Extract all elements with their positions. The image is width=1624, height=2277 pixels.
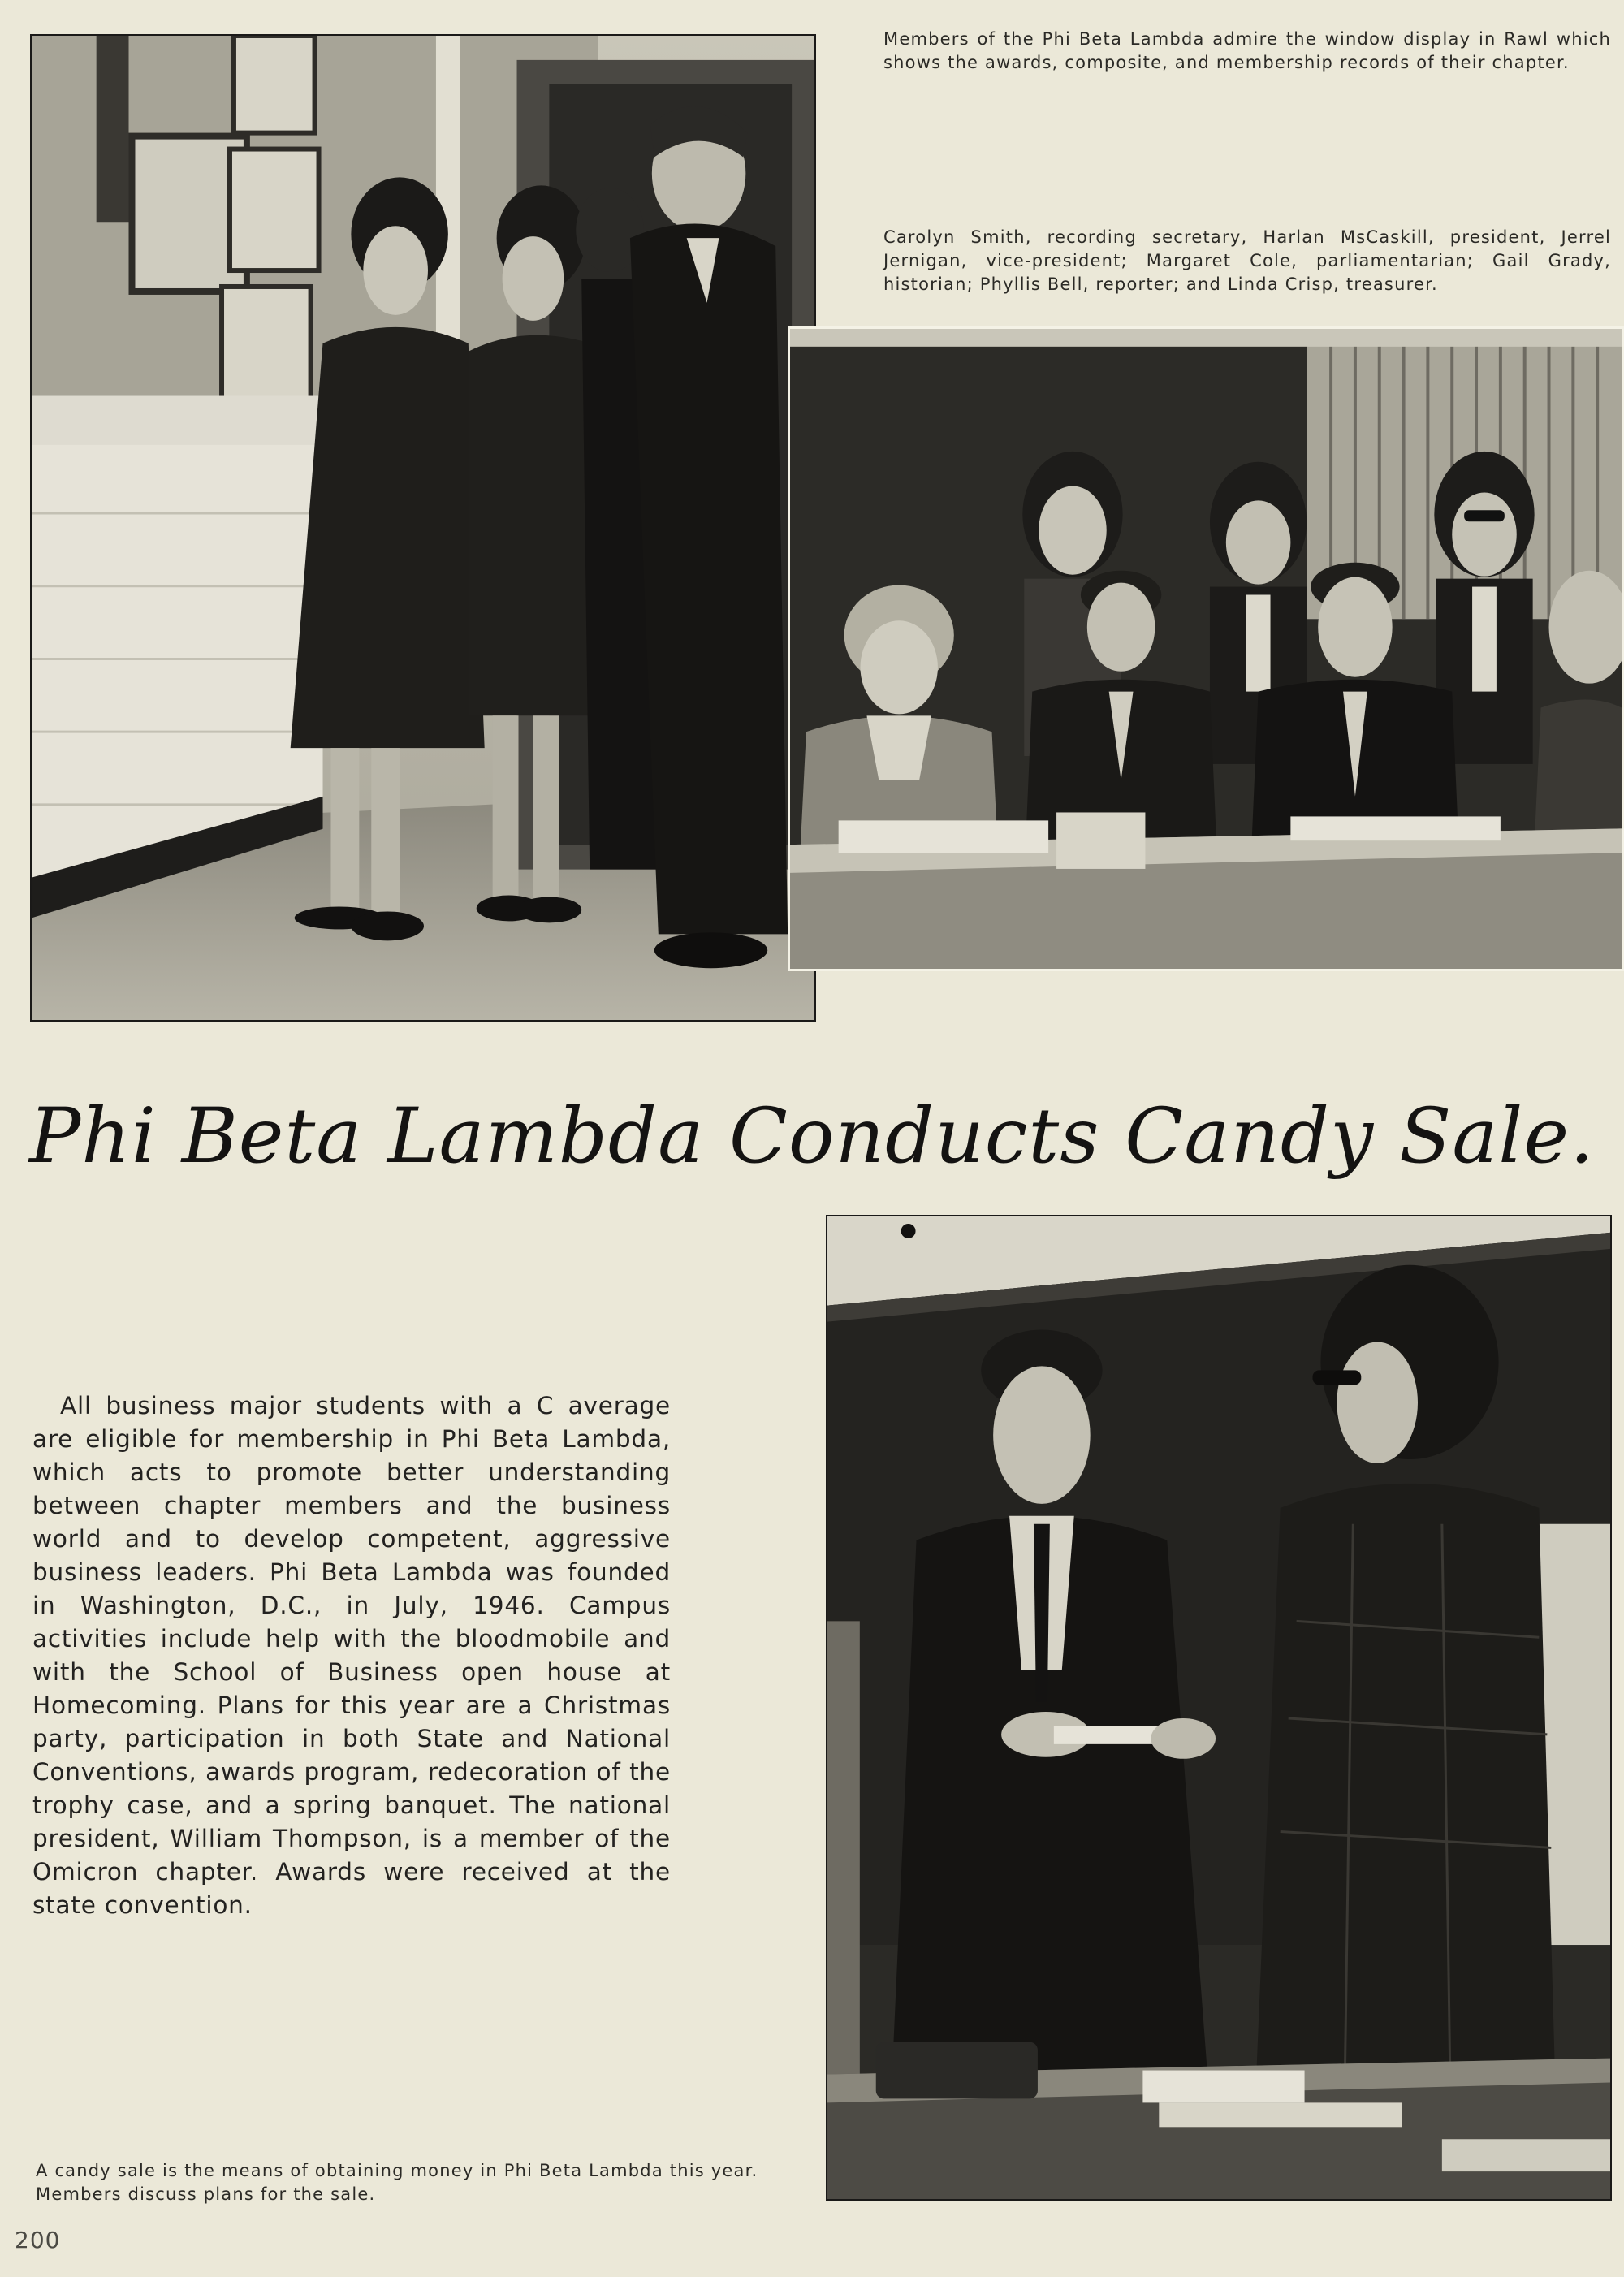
officers-photo-image <box>790 329 1622 969</box>
officers-photo <box>788 326 1624 971</box>
window-display-photo <box>30 34 816 1022</box>
window-display-caption: Members of the Phi Beta Lambda admire the window display in Rawl which shows the awards, composite, and membership records of their chapter. <box>883 29 1611 72</box>
headline: Phi Beta Lambda Conducts Candy Sale. <box>29 1092 1595 1181</box>
officers-caption: Carolyn Smith, recording secretary, Harlan MsCaskill, president, Jerrel Jernigan, vice-president; Margaret Cole, parliamentarian; Gail Grady, historian; Phyllis Bell, reporter; and Linda Crisp, treasurer. <box>883 227 1611 294</box>
candy-sale-photo <box>826 1215 1612 2201</box>
page-number: 200 <box>15 2227 61 2253</box>
candy-sale-caption: A candy sale is the means of obtaining money in Phi Beta Lambda this year. Members discuss plans for the sale. <box>36 2161 758 2204</box>
window-display-photo-image <box>32 36 814 1020</box>
article-body: All business major students with a C average are eligible for membership in Phi Beta Lambda, which acts to promote better understanding between chapter members and the business world and to develop competent, aggressive business leaders. Phi Beta Lambda was founded in Washington, D.C., in July, 1946. Campus activities include help with the bloodmobile and with the School of Business open house at Homecoming. Plans for this year are a Christmas party, participation in both State and National Conventions, awards program, redecoration of the trophy case, and a spring banquet. The national president, William Thompson, is a member of the Omicron chapter. Awards were received at the state convention. <box>32 1392 671 1919</box>
candy-sale-photo-image <box>827 1216 1610 2199</box>
